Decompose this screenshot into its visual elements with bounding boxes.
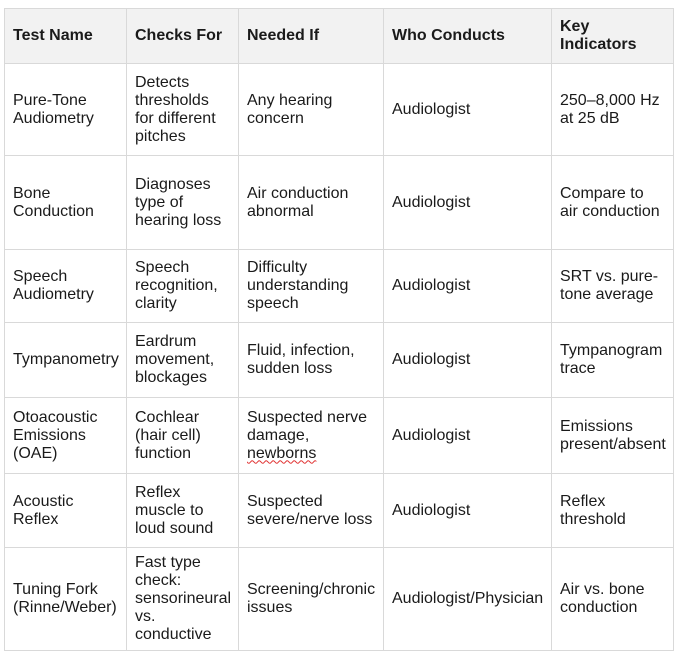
cell-test-name: Otoacoustic Emissions (OAE) [5,398,127,474]
table-row [5,250,674,323]
cell-key-indicators: 250–8,000 Hz at 25 dB [552,64,674,156]
cell-checks-for: Cochlear (hair cell) function [127,398,239,474]
cell-key-indicators: Emissions present/absent [552,398,674,474]
cell-key-indicators: Tympanogram trace [552,323,674,398]
cell-who-conducts: Audiologist [384,156,552,250]
cell-test-name: Pure-Tone Audiometry [5,64,127,156]
cell-test-name: Speech Audiometry [5,250,127,323]
cell-checks-for: Fast type check: sensorineural vs. conductive [127,548,239,651]
cell-checks-for: Diagnoses type of hearing loss [127,156,239,250]
cell-key-indicators: Air vs. bone conduction [552,548,674,651]
header-key-indicators: Key Indicators [552,9,674,64]
cell-needed-if: Suspected severe/nerve loss [239,474,384,548]
cell-needed-if: Any hearing concern [239,64,384,156]
cell-who-conducts: Audiologist [384,474,552,548]
cell-who-conducts: Audiologist [384,323,552,398]
cell-needed-if: Fluid, infection, sudden loss [239,323,384,398]
cell-key-indicators: Reflex threshold [552,474,674,548]
table-row [5,323,674,398]
cell-needed-if [239,398,384,474]
cell-key-indicators: Compare to air conduction [552,156,674,250]
cell-test-name: Acoustic Reflex [5,474,127,548]
cell-test-name: Bone Conduction [5,156,127,250]
header-checks-for: Checks For [127,9,239,64]
table-row [5,156,674,250]
cell-key-indicators: SRT vs. pure-tone average [552,250,674,323]
cell-needed-if: Air conduction abnormal [239,156,384,250]
cell-test-name: Tympanometry [5,323,127,398]
cell-checks-for: Speech recognition, clarity [127,250,239,323]
cell-checks-for: Eardrum movement, blockages [127,323,239,398]
cell-who-conducts: Audiologist [384,250,552,323]
table-row [5,474,674,548]
cell-who-conducts: Audiologist [384,64,552,156]
table-row [5,64,674,156]
cell-checks-for: Detects thresholds for different pitches [127,64,239,156]
cell-test-name: Tuning Fork (Rinne/Weber) [5,548,127,651]
needed-if-text: Suspected nerve damage, [247,408,368,444]
header-needed-if: Needed If [239,9,384,64]
header-test-name: Test Name [5,9,127,64]
cell-who-conducts: Audiologist/Physician [384,548,552,651]
table-row [5,548,674,651]
cell-needed-if: Screening/chronic issues [239,548,384,651]
header-who-conducts: Who Conducts [384,9,552,64]
cell-needed-if: Difficulty understanding speech [239,250,384,323]
spellcheck-flagged-word[interactable]: newborns [247,444,317,462]
table-row [5,398,674,474]
header-row [5,9,674,64]
cell-who-conducts: Audiologist [384,398,552,474]
hearing-tests-table [4,8,674,651]
cell-checks-for: Reflex muscle to loud sound [127,474,239,548]
